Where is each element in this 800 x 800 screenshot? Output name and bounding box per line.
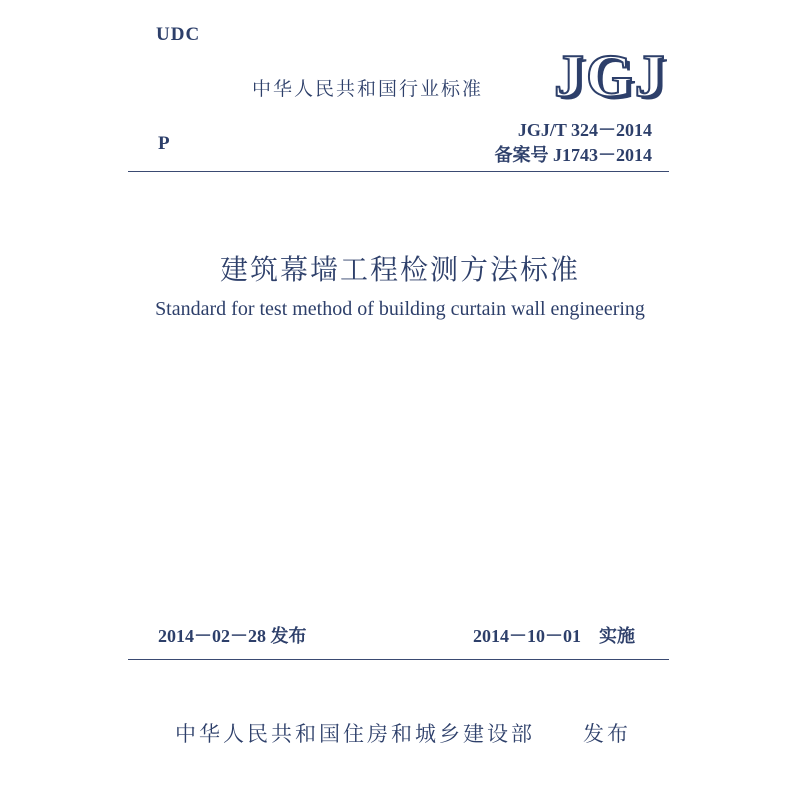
classification-mark: P xyxy=(158,133,170,154)
bottom-divider xyxy=(128,659,669,660)
issue-date: 2014－02－28 发布 xyxy=(158,626,307,646)
standard-code: JGJ/T 324－2014 xyxy=(517,120,652,140)
jgj-logo: JGJ xyxy=(554,43,667,109)
effective-date: 2014－10－01 实施 xyxy=(473,626,635,646)
publisher: 中华人民共和国住房和城乡建设部 发布 xyxy=(175,722,631,746)
title-english: Standard for test method of building curtain wall engineering xyxy=(155,298,645,320)
top-divider xyxy=(128,171,669,172)
record-number: 备案号 J1743－2014 xyxy=(494,145,652,165)
udc-label: UDC xyxy=(156,24,201,45)
industry-standard-label: 中华人民共和国行业标准 xyxy=(252,78,484,100)
title-chinese: 建筑幕墙工程检测方法标准 xyxy=(219,253,580,286)
